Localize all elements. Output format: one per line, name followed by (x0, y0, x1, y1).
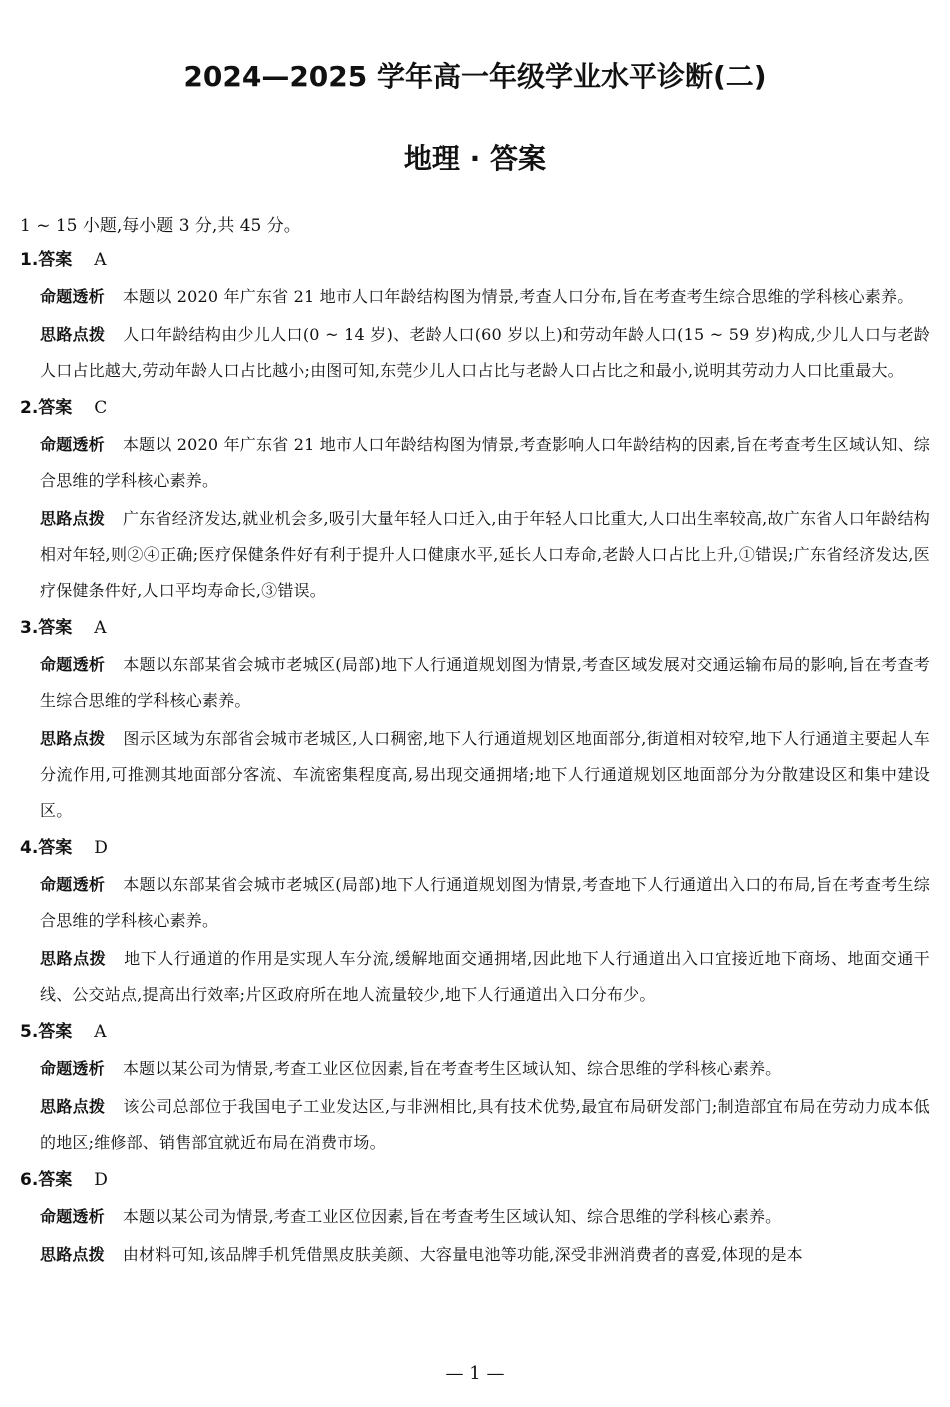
analysis-text: 本题以东部某省会城市老城区(局部)地下人行通道规划图为情景,考查区域发展对交通运输布局的影响,旨在考查考生综合思维的学科核心素养。 (40, 655, 930, 710)
hint-paragraph (40, 1089, 930, 1161)
answer-label: 答案 (38, 398, 73, 418)
analysis-text: 本题以某公司为情景,考查工业区位因素,旨在考查考生区域认知、综合思维的学科核心素养。 (122, 1059, 782, 1078)
question-3 (20, 611, 930, 829)
analysis-paragraph (40, 1199, 930, 1235)
answer-label: 答案 (38, 838, 73, 858)
analysis-text: 本题以东部某省会城市老城区(局部)地下人行通道规划图为情景,考查地下人行通道出入口的布局,旨在考查考生综合思维的学科核心素养。 (40, 875, 930, 930)
hint-text: 由材料可知,该品牌手机凭借黑皮肤美颜、大容量电池等功能,深受非洲消费者的喜爱,体现的是本 (122, 1245, 803, 1264)
hint-label: 思路点拨 (40, 1245, 105, 1264)
answer-label: 答案 (38, 1022, 73, 1042)
analysis-label: 命题透析 (40, 287, 105, 306)
question-header (20, 1015, 930, 1051)
analysis-label: 命题透析 (40, 1059, 105, 1078)
question-6 (20, 1163, 930, 1273)
answer-value: D (94, 838, 108, 858)
page-subtitle: 地理 · 答案 (403, 142, 547, 175)
question-1 (20, 243, 930, 389)
analysis-text: 本题以 2020 年广东省 21 地市人口年龄结构图为情景,考查影响人口年龄结构的因素,旨在考查考生区域认知、综合思维的学科核心素养。 (40, 435, 930, 490)
answer-label: 答案 (38, 250, 73, 270)
analysis-paragraph (40, 647, 930, 719)
analysis-text: 本题以某公司为情景,考查工业区位因素,旨在考查考生区域认知、综合思维的学科核心素养。 (122, 1207, 782, 1226)
hint-label: 思路点拨 (40, 1097, 106, 1116)
answer-value: C (94, 398, 108, 418)
hint-text: 人口年龄结构由少儿人口(0 ~ 14 岁)、老龄人口(60 岁以上)和劳动年龄人口(15 ~ 59 岁)构成,少儿人口与老龄人口占比越大,劳动年龄人口占比越小;由图可知,东莞少儿人口占比与老龄人口占比之和最小,说明其劳动力人口比重最大。 (40, 325, 930, 380)
question-header (20, 391, 930, 427)
question-number: 5. (20, 1022, 39, 1042)
question-header (20, 831, 930, 867)
intro-note: 1 ~ 15 小题,每小题 3 分,共 45 分。 (20, 216, 301, 236)
page-number: — 1 — (445, 1363, 505, 1384)
answer-label: 答案 (38, 618, 73, 638)
hint-paragraph (40, 941, 930, 1013)
question-number: 1. (20, 250, 39, 270)
answer-value: A (94, 618, 107, 638)
analysis-text: 本题以 2020 年广东省 21 地市人口年龄结构图为情景,考查人口分布,旨在考查考生综合思维的学科核心素养。 (122, 287, 914, 306)
question-4 (20, 831, 930, 1013)
analysis-label: 命题透析 (40, 435, 105, 454)
hint-label: 思路点拨 (40, 509, 106, 528)
hint-text: 地下人行通道的作用是实现人车分流,缓解地面交通拥堵,因此地下人行通道出入口宜接近地下商场、地面交通干线、公交站点,提高出行效率;片区政府所在地人流量较少,地下人行通道出入口分布少。 (40, 949, 930, 1004)
analysis-paragraph (40, 867, 930, 939)
question-5 (20, 1015, 930, 1161)
question-header (20, 611, 930, 647)
question-header (20, 243, 930, 279)
hint-paragraph (40, 721, 930, 829)
answer-value: A (94, 250, 107, 270)
question-2 (20, 391, 930, 609)
page-title: 2024—2025 学年高一年级学业水平诊断(二) (183, 60, 767, 93)
hint-text: 图示区域为东部省会城市老城区,人口稠密,地下人行通道规划区地面部分,街道相对较窄,地下人行通道主要起人车分流作用,可推测其地面部分客流、车流密集程度高,易出现交通拥堵;地下人行通道规划区地面部分为分散建设区和集中建设区。 (40, 729, 930, 820)
question-number: 3. (20, 618, 39, 638)
question-number: 4. (20, 838, 39, 858)
answer-content (20, 209, 930, 1275)
analysis-label: 命题透析 (40, 655, 106, 674)
hint-paragraph (40, 1237, 930, 1273)
hint-paragraph (40, 317, 930, 389)
hint-label: 思路点拨 (40, 325, 106, 344)
question-number: 6. (20, 1170, 39, 1190)
analysis-label: 命题透析 (40, 875, 106, 894)
question-header (20, 1163, 930, 1199)
hint-text: 广东省经济发达,就业机会多,吸引大量年轻人口迁入,由于年轻人口比重大,人口出生率较高,故广东省人口年龄结构相对年轻,则②④正确;医疗保健条件好有利于提升人口健康水平,延长人口寿命,老龄人口占比上升,①错误;广东省经济发达,医疗保健条件好,人口平均寿命长,③错误。 (40, 509, 930, 600)
analysis-paragraph (40, 427, 930, 499)
analysis-label: 命题透析 (40, 1207, 105, 1226)
question-number: 2. (20, 398, 39, 418)
analysis-paragraph (40, 1051, 930, 1087)
answer-value: A (94, 1022, 107, 1042)
answer-label: 答案 (38, 1170, 73, 1190)
answer-value: D (94, 1170, 108, 1190)
hint-label: 思路点拨 (40, 949, 107, 968)
analysis-paragraph (40, 279, 930, 315)
hint-paragraph (40, 501, 930, 609)
hint-text: 该公司总部位于我国电子工业发达区,与非洲相比,具有技术优势,最宜布局研发部门;制造部宜布局在劳动力成本低的地区;维修部、销售部宜就近布局在消费市场。 (40, 1097, 930, 1152)
hint-label: 思路点拨 (40, 729, 106, 748)
